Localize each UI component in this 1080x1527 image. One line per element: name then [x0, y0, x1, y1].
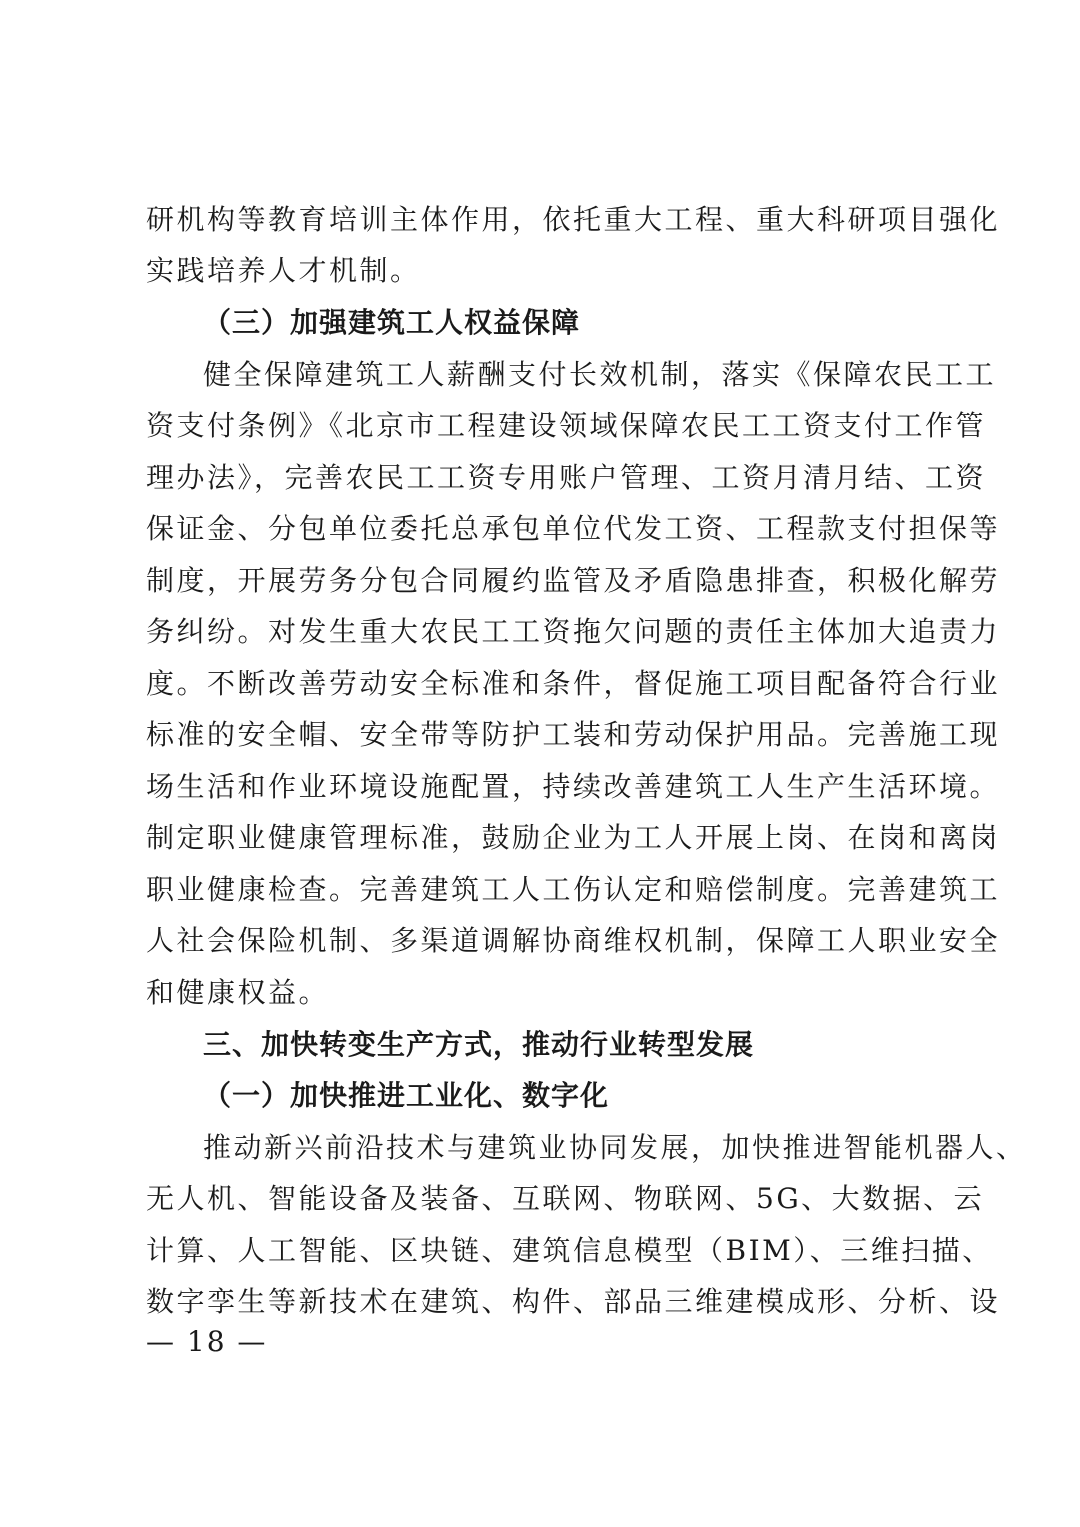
body-line: 制定职业健康管理标准，鼓励企业为工人开展上岗、在岗和离岗 [146, 821, 1001, 854]
body-line: 健全保障建筑工人薪酬支付长效机制，落实《保障农民工工 [203, 358, 997, 391]
body-line: 计算、人工智能、区块链、建筑信息模型（BIM）、三维扫描、 [146, 1234, 993, 1267]
page-number: — 18 — [146, 1325, 268, 1358]
body-line: 保证金、分包单位委托总承包单位代发工资、工程款支付担保等 [146, 512, 1001, 545]
body-line: 无人机、智能设备及装备、互联网、物联网、5G、大数据、云 [146, 1182, 985, 1215]
body-line: 数字孪生等新技术在建筑、构件、部品三维建模成形、分析、设 [146, 1285, 1001, 1318]
body-line: 推动新兴前沿技术与建筑业协同发展，加快推进智能机器人、 [203, 1131, 1027, 1164]
body-line: 职业健康检查。完善建筑工人工伤认定和赔偿制度。完善建筑工 [146, 873, 1001, 906]
body-line: 场生活和作业环境设施配置，持续改善建筑工人生产生活环境。 [146, 770, 1001, 803]
chapter-heading-3: 三、加快转变生产方式，推动行业转型发展 [203, 1028, 755, 1061]
body-line: 和健康权益。 [146, 976, 330, 1009]
body-line: 理办法》，完善农民工工资专用账户管理、工资月清月结、工资 [146, 461, 987, 494]
section-heading-3: （三）加强建筑工人权益保障 [203, 306, 581, 339]
body-line: 实践培养人才机制。 [146, 254, 421, 287]
body-line: 研机构等教育培训主体作用，依托重大工程、重大科研项目强化 [146, 203, 1001, 236]
body-line: 度。不断改善劳动安全标准和条件，督促施工项目配备符合行业 [146, 667, 1001, 700]
body-line: 人社会保险机制、多渠道调解协商维权机制，保障工人职业安全 [146, 924, 1001, 957]
body-line: 标准的安全帽、安全带等防护工装和劳动保护用品。完善施工现 [146, 718, 1001, 751]
body-line: 制度，开展劳务分包合同履约监管及矛盾隐患排查，积极化解劳 [146, 564, 1001, 597]
section-heading-1: （一）加快推进工业化、数字化 [203, 1079, 610, 1112]
body-line: 资支付条例》《北京市工程建设领域保障农民工工资支付工作管 [146, 409, 987, 442]
body-line: 务纠纷。对发生重大农民工工资拖欠问题的责任主体加大追责力 [146, 615, 1001, 648]
